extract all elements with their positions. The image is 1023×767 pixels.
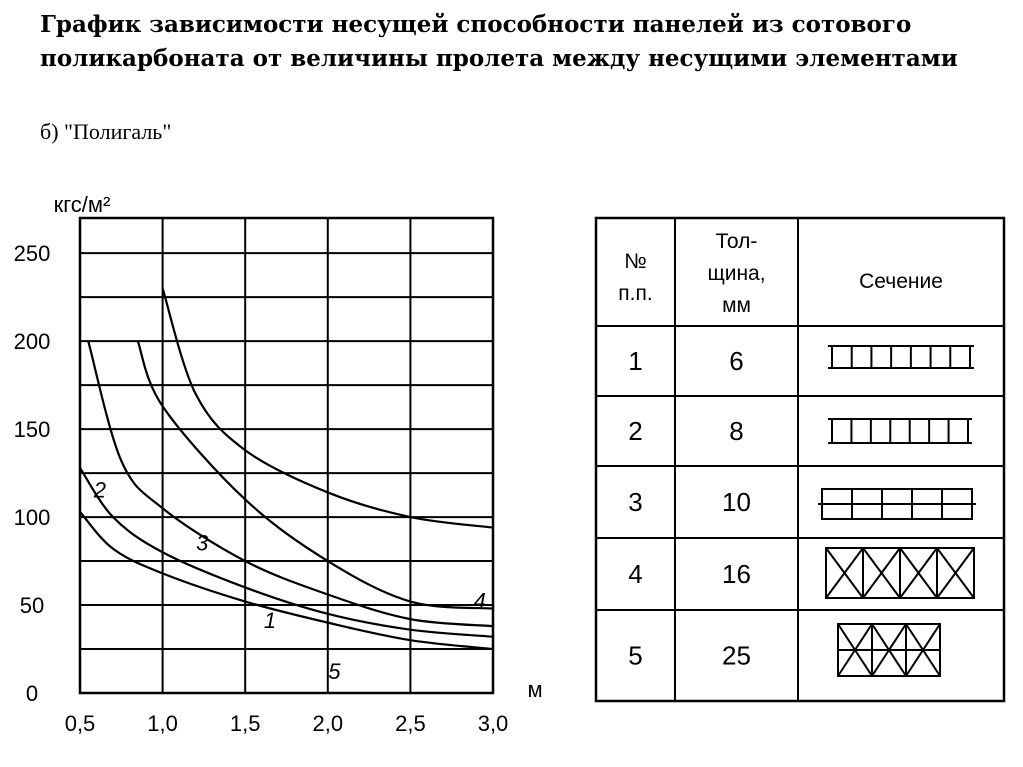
chart-axis-labels <box>14 192 543 736</box>
page-title: График зависимости несущей способности панелей из сотового поликарбоната от величины пролета между несущими элементами <box>40 11 958 72</box>
y-tick-label: 100 <box>13 505 51 531</box>
table-header-2: Тол-щина, мм <box>707 230 766 317</box>
chart-curves <box>80 288 493 684</box>
table-header-3: Сечение <box>859 270 943 293</box>
table-cell-number: 3 <box>628 487 643 517</box>
x-tick-label: 3,0 <box>477 711 509 736</box>
table-cell-number: 4 <box>628 559 643 589</box>
x-tick-label: 2,5 <box>395 711 426 736</box>
table-cell-number: 5 <box>628 640 643 671</box>
x-tick-label: 0,5 <box>64 711 96 736</box>
x-axis-label: м <box>527 677 543 702</box>
curve-label-4: 4 <box>473 588 486 614</box>
series-line-2 <box>80 468 493 637</box>
table-cell-thickness: 25 <box>722 640 751 671</box>
thickness-table <box>596 218 1004 701</box>
single-wall-section-icon <box>828 346 974 368</box>
y-axis-label: кгс/м² <box>53 192 111 217</box>
y-tick-label: 50 <box>19 593 45 619</box>
table-cell-number: 1 <box>628 346 643 376</box>
x-tick-label: 2,0 <box>312 711 344 736</box>
y-tick-label: 250 <box>13 241 51 267</box>
table-cell-thickness: 8 <box>729 416 744 446</box>
x-tick-label: 1,5 <box>229 711 261 736</box>
table-cell-thickness: 16 <box>722 559 751 589</box>
y-tick-label: 0 <box>25 681 39 706</box>
double-cross-section-icon <box>838 624 940 676</box>
table-cell-number: 2 <box>628 416 643 446</box>
curve-label-5: 5 <box>328 658 341 684</box>
y-tick-label: 200 <box>13 329 51 355</box>
table-cell-thickness: 6 <box>729 346 744 376</box>
table-cell-thickness: 10 <box>722 487 751 517</box>
cross-braced-section-icon <box>826 548 974 598</box>
double-wall-section-icon <box>818 489 976 519</box>
single-wall-section-icon <box>828 419 972 443</box>
curve-label-2: 2 <box>93 477 106 503</box>
curve-label-1: 1 <box>263 607 277 633</box>
x-tick-label: 1,0 <box>147 711 178 736</box>
series-line-3 <box>88 341 493 626</box>
y-tick-label: 150 <box>13 417 51 443</box>
curve-label-3: 3 <box>196 530 209 556</box>
table-header-1: № п.п. <box>618 250 653 305</box>
chart-subtitle: б) "Полигаль" <box>40 119 172 144</box>
